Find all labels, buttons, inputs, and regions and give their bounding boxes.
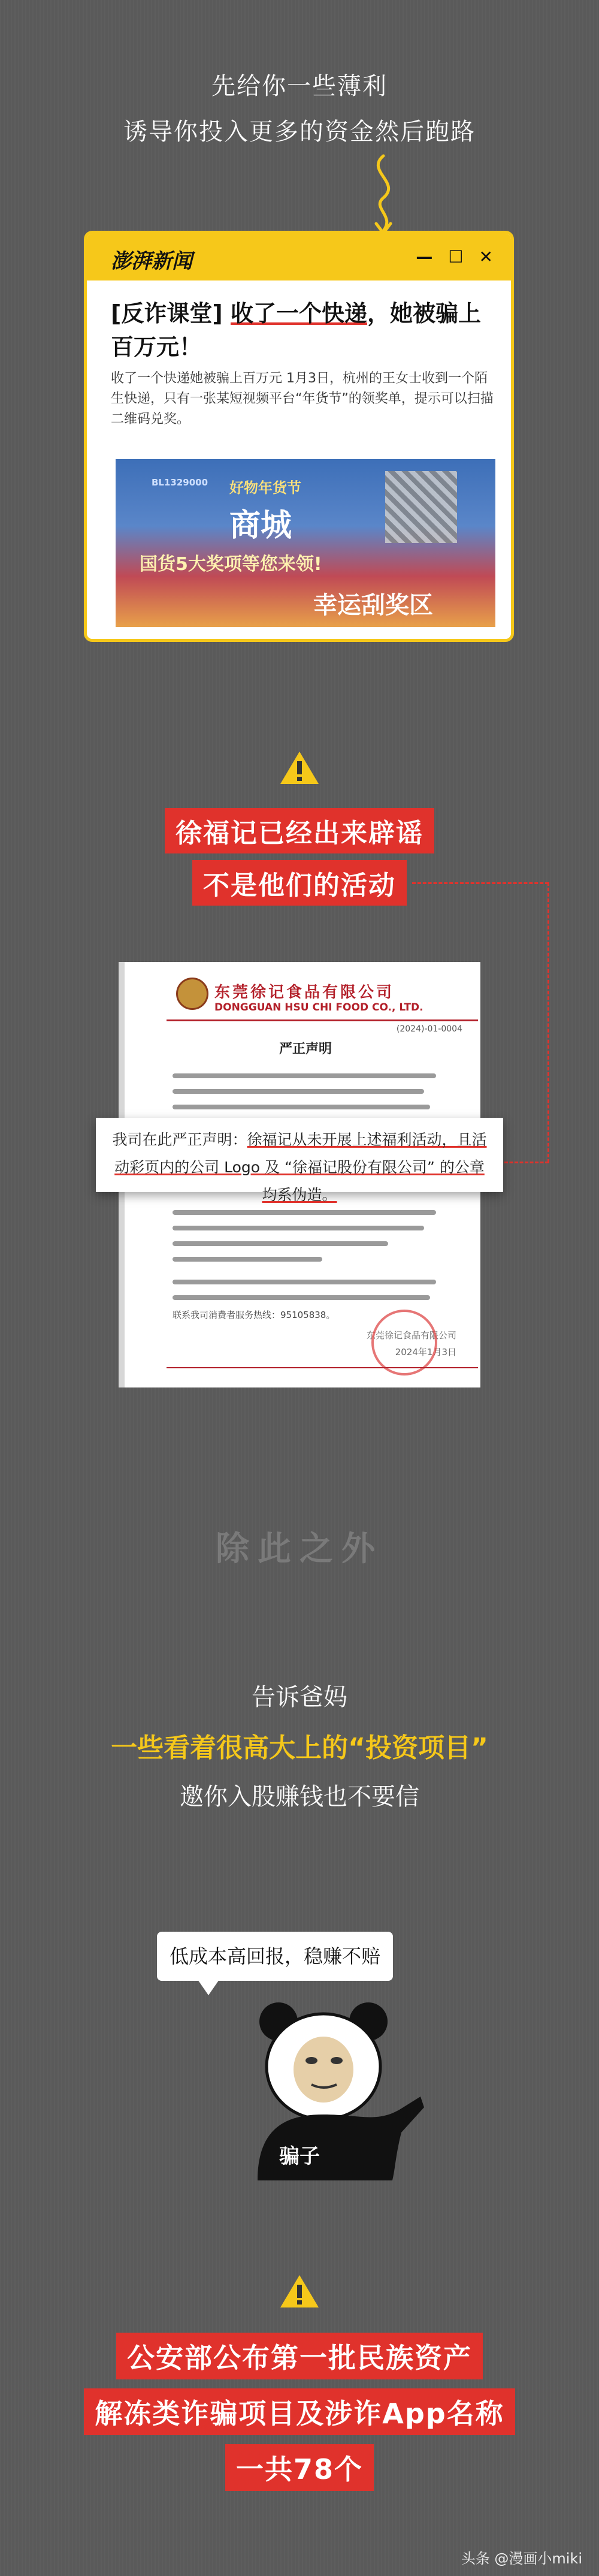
window-controls — [416, 247, 493, 267]
news-logo: 澎湃新闻 — [111, 249, 192, 273]
warning2-line-1: 公安部公布第一批民族资产 — [116, 2333, 483, 2379]
blurred-qr-code — [385, 471, 457, 543]
text-line — [173, 1280, 436, 1284]
text-line — [173, 1073, 436, 1078]
news-photo — [116, 459, 495, 627]
text-line — [173, 1241, 388, 1246]
statement-callout — [96, 1118, 503, 1203]
news-headline — [111, 297, 494, 364]
document-code: (2024)-01-0004 — [396, 1024, 462, 1034]
close-icon[interactable]: ✕ — [479, 247, 493, 267]
meme-caption: 骗子 — [279, 2144, 320, 2168]
warning2-line-3-wrap — [0, 2444, 599, 2491]
text-line — [173, 1257, 322, 1262]
speech-bubble-tail — [198, 1980, 219, 1995]
advice-line-1: 告诉爸妈 — [252, 1684, 347, 1711]
photo-sign-code: BL1329000 — [152, 477, 208, 488]
warning2-line-2-wrap — [0, 2388, 599, 2435]
text-line — [173, 1089, 424, 1094]
advice-line-2: 一些看着很高大上的“投资项目” — [111, 1733, 488, 1763]
hotline-text: 联系我司消费者服务热线：95105838。 — [173, 1310, 335, 1320]
warning-triangle-icon — [279, 749, 320, 786]
dashed-connector-h2 — [504, 1162, 549, 1163]
text-line — [173, 1295, 430, 1300]
warning1-line-2: 不是他们的活动 — [192, 860, 407, 906]
news-body: 收了一个快递她被骗上百万元 1月3日，杭州的王女士收到一个陌生快递，只有一张某短视频平台“年货节”的领奖单，提示可以扫描二维码兑奖。 — [111, 371, 494, 427]
company-name-en: DONGGUAN HSU CHI FOOD CO., LTD. — [214, 1002, 423, 1013]
text-line — [173, 1105, 430, 1109]
intro-line-1: 先给你一些薄利 — [211, 73, 388, 100]
company-logo — [176, 978, 208, 1010]
warning1-line-1-wrap — [0, 808, 599, 853]
text-line — [173, 1210, 436, 1215]
minimize-icon[interactable]: — — [416, 247, 433, 267]
footer-rule — [167, 1367, 478, 1368]
news-card — [84, 231, 514, 642]
maximize-icon[interactable]: ☐ — [448, 247, 464, 267]
intro-line-2: 诱导你投入更多的资金然后跑路 — [123, 118, 476, 146]
callout-prefix: 我司在此严正声明： — [112, 1131, 247, 1148]
headline-prefix: [反诈课堂] — [111, 300, 223, 327]
headline-underlined: 收了一个快递 — [230, 300, 367, 327]
company-name-cn: 东莞徐记食品有限公司 — [214, 984, 395, 1002]
photo-sign-bottom: 幸运刮奖区 — [313, 592, 433, 619]
dashed-connector-v — [547, 882, 549, 1163]
news-title-bar — [87, 234, 511, 280]
swirl-arrow-icon — [359, 153, 407, 237]
header-rule — [167, 1019, 478, 1021]
signature-company: 东莞徐记食品有限公司 — [366, 1330, 456, 1341]
source-credit: 头条 @漫画小miki — [461, 2550, 582, 2567]
callout-underlined: 徐福记从未开展上述福利活动，且活动彩页内的公司 Logo 及 “徐福记股份有限公司” 的公章均系伪造。 — [114, 1131, 487, 1203]
official-stamp — [371, 1310, 437, 1376]
warning1-line-1: 徐福记已经出来辟谣 — [165, 808, 434, 853]
signature-date: 2024年1月3日 — [395, 1347, 456, 1358]
photo-sign-prize: 国货5大奖项等您来领! — [140, 554, 322, 575]
photo-sign-top: 好物年货节 — [229, 479, 301, 496]
dashed-connector-h — [412, 882, 549, 884]
headline-suffix: ，她被骗上百万元！ — [111, 300, 482, 360]
text-line — [173, 1226, 424, 1230]
warning-triangle-icon — [279, 2273, 320, 2310]
photo-sign-mall: 商城 — [229, 508, 292, 544]
warning2-line-2: 解冻类诈骗项目及涉诈App名称 — [84, 2388, 515, 2435]
section-divider-text: 除此之外 — [216, 1530, 383, 1568]
advice-line-3: 邀你入股赚钱也不要信 — [180, 1783, 419, 1811]
speech-bubble: 低成本高回报，稳赚不赔 — [157, 1932, 393, 1981]
statement-heading: 严正声明 — [279, 1042, 332, 1057]
warning2-line-3: 一共78个 — [225, 2444, 374, 2491]
warning2-line-1-wrap — [0, 2333, 599, 2379]
